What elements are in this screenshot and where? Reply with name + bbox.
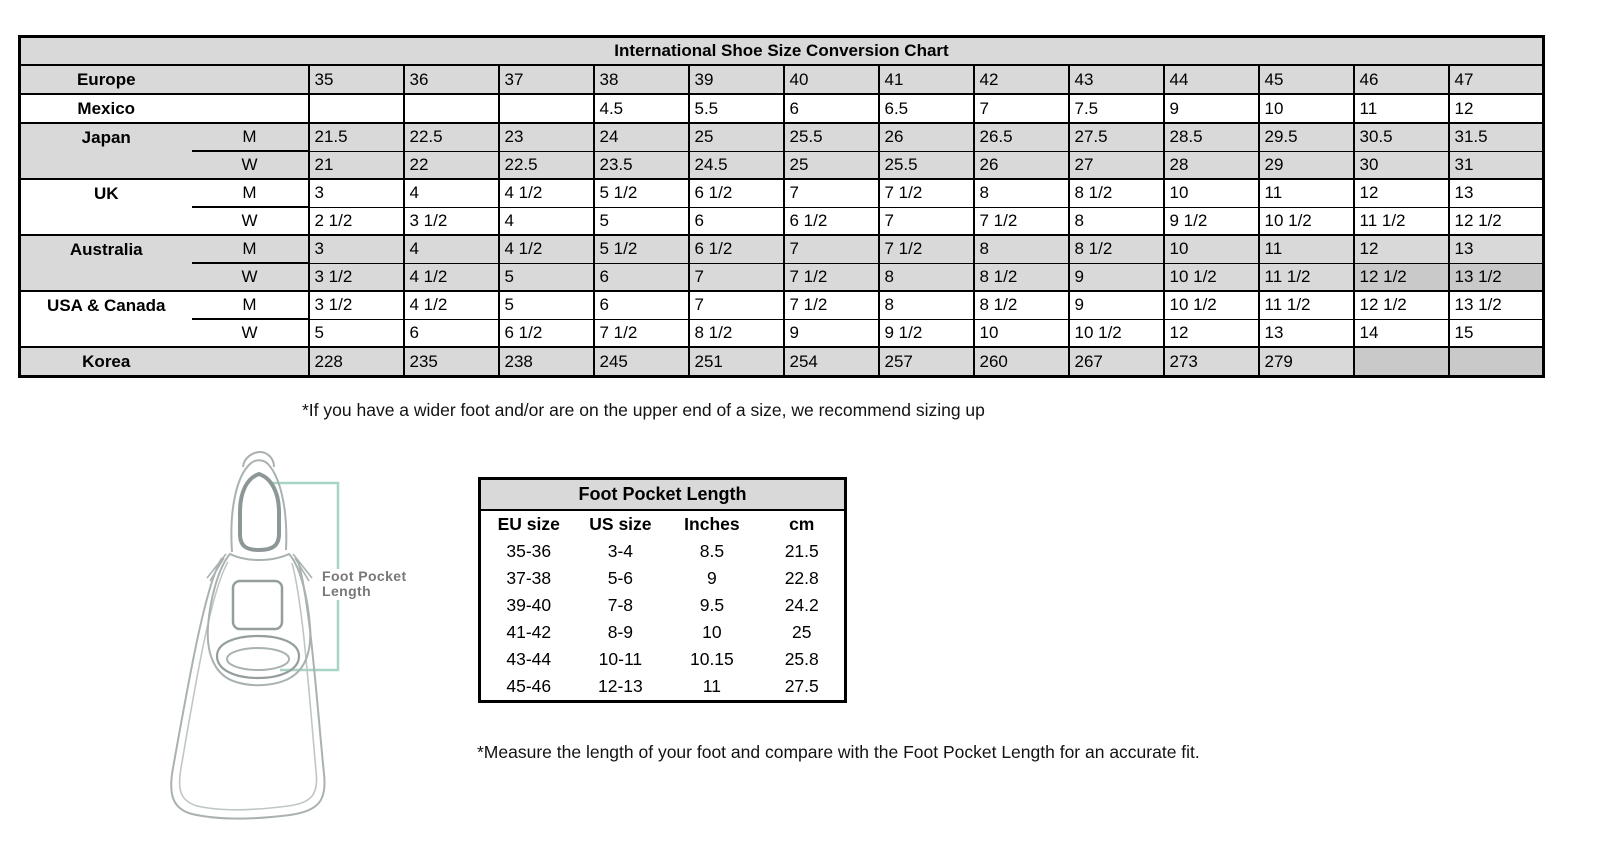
size-cell: 3 1/2 [404, 207, 499, 235]
gender-label: W [192, 263, 309, 291]
size-cell: 7 1/2 [594, 319, 689, 347]
size-cell: 11 [1259, 179, 1354, 207]
region-label: UK [20, 179, 192, 235]
size-cell: 8 1/2 [689, 319, 784, 347]
fpl-cell: 25 [792, 622, 812, 642]
size-cell: 8 [974, 179, 1069, 207]
fpl-row [480, 619, 846, 646]
size-cell: 4 1/2 [404, 263, 499, 291]
size-cell: 8 [879, 263, 974, 291]
size-cell: 10 [974, 319, 1069, 347]
size-cell: 4 1/2 [499, 235, 594, 263]
gender-label: M [192, 123, 309, 151]
gender-label: W [192, 151, 309, 179]
size-cell: 3 [309, 235, 404, 263]
size-row-australia-m [20, 235, 1544, 263]
size-row-usa-canada-m [20, 291, 1544, 319]
size-cell: 47 [1449, 65, 1544, 94]
size-cell: 43 [1069, 65, 1164, 94]
fpl-cell: 3-4 [607, 541, 634, 561]
gender-label [192, 65, 309, 94]
gender-label: M [192, 291, 309, 319]
size-cell: 12 1/2 [1449, 207, 1544, 235]
size-cell: 7 1/2 [974, 207, 1069, 235]
size-cell: 9 [1069, 263, 1164, 291]
fpl-row [480, 673, 846, 702]
size-cell: 6 [689, 207, 784, 235]
size-cell: 7 [784, 179, 879, 207]
size-cell: 260 [974, 347, 1069, 377]
fpl-cell: 11 [702, 676, 721, 696]
size-cell: 279 [1259, 347, 1354, 377]
size-cell: 46 [1354, 65, 1449, 94]
size-cell: 21.5 [309, 123, 404, 151]
size-cell: 4 1/2 [404, 291, 499, 319]
size-cell: 7 [784, 235, 879, 263]
size-cell: 267 [1069, 347, 1164, 377]
fin-diagram [160, 450, 410, 835]
size-cell: 11 1/2 [1259, 263, 1354, 291]
size-cell: 5 [499, 263, 594, 291]
size-cell: 29 [1259, 151, 1354, 179]
region-label: Europe [20, 65, 192, 94]
size-cell: 27.5 [1069, 123, 1164, 151]
size-cell: 7 [974, 94, 1069, 123]
instep-window [233, 581, 282, 629]
size-cell: 28.5 [1164, 123, 1259, 151]
fpl-cell: 35-36 [506, 541, 552, 561]
size-cell: 13 [1259, 319, 1354, 347]
size-cell: 12 1/2 [1354, 291, 1449, 319]
fpl-cell: 10 [702, 622, 722, 642]
fpl-header-cell: Inches [684, 514, 740, 534]
fpl-cell: 9 [707, 568, 717, 588]
fpl-cell: 27.5 [784, 676, 819, 696]
size-cell: 22.5 [499, 151, 594, 179]
size-cell: 26 [974, 151, 1069, 179]
size-cell: 24.5 [689, 151, 784, 179]
gender-label [192, 347, 309, 377]
size-cell: 10 1/2 [1164, 291, 1259, 319]
size-cell: 4 [404, 179, 499, 207]
size-cell: 9 1/2 [879, 319, 974, 347]
size-cell: 15 [1449, 319, 1544, 347]
size-row-japan-m [20, 123, 1544, 151]
fpl-cell: 43-44 [506, 649, 552, 669]
region-label: Japan [20, 123, 192, 179]
gender-label [192, 94, 309, 123]
size-cell: 7 1/2 [879, 179, 974, 207]
size-cell: 8 1/2 [974, 263, 1069, 291]
size-cell: 3 [309, 179, 404, 207]
size-row-europe [20, 65, 1544, 94]
size-cell: 41 [879, 65, 974, 94]
fpl-row [480, 592, 846, 619]
size-cell [404, 94, 499, 123]
size-cell [1354, 347, 1449, 377]
size-cell: 4 [404, 235, 499, 263]
size-cell: 9 [1069, 291, 1164, 319]
size-cell: 12 [1164, 319, 1259, 347]
size-cell: 25 [689, 123, 784, 151]
size-cell: 5 [594, 207, 689, 235]
size-cell: 13 [1449, 179, 1544, 207]
size-cell: 8 1/2 [1069, 179, 1164, 207]
shoe-size-conversion-table [18, 35, 1545, 378]
size-cell: 4.5 [594, 94, 689, 123]
size-cell: 26 [879, 123, 974, 151]
fpl-row [480, 565, 846, 592]
size-cell: 11 1/2 [1354, 207, 1449, 235]
fpl-table-title: Foot Pocket Length [480, 479, 846, 511]
size-cell: 8 1/2 [1069, 235, 1164, 263]
size-cell: 7 1/2 [784, 291, 879, 319]
fpl-header-cell: cm [789, 514, 815, 534]
size-cell: 13 1/2 [1449, 291, 1544, 319]
fpl-cell: 41-42 [506, 622, 552, 642]
size-cell: 251 [689, 347, 784, 377]
size-cell: 25 [784, 151, 879, 179]
size-cell: 8 [1069, 207, 1164, 235]
size-cell: 9 1/2 [1164, 207, 1259, 235]
size-cell: 37 [499, 65, 594, 94]
size-cell: 10 1/2 [1164, 263, 1259, 291]
size-cell: 13 1/2 [1449, 263, 1544, 291]
size-cell: 30.5 [1354, 123, 1449, 151]
size-cell: 8 [879, 291, 974, 319]
size-cell: 257 [879, 347, 974, 377]
size-cell: 5 1/2 [594, 179, 689, 207]
foot-pocket-length-table [478, 477, 847, 703]
size-cell: 10 [1164, 179, 1259, 207]
size-cell [1449, 347, 1544, 377]
fpl-cell: 5-6 [607, 568, 634, 588]
fpl-cell: 25.8 [784, 649, 819, 669]
gender-label: W [192, 319, 309, 347]
size-cell: 235 [404, 347, 499, 377]
size-cell: 5 1/2 [594, 235, 689, 263]
size-cell: 12 1/2 [1354, 263, 1449, 291]
size-cell: 7 1/2 [784, 263, 879, 291]
fpl-cell: 8-9 [607, 622, 634, 642]
gender-label: M [192, 179, 309, 207]
size-cell: 7 [879, 207, 974, 235]
size-cell: 25.5 [879, 151, 974, 179]
region-label: Korea [20, 347, 192, 377]
measure-note: *Measure the length of your foot and compare with the Foot Pocket Length for an accurate fit. [477, 742, 1200, 762]
size-cell: 9 [1164, 94, 1259, 123]
fpl-header-row [480, 510, 846, 538]
size-cell: 6 [594, 263, 689, 291]
foot-pocket-length-label [319, 569, 410, 600]
size-cell: 28 [1164, 151, 1259, 179]
size-cell: 22 [404, 151, 499, 179]
size-cell: 4 [499, 207, 594, 235]
size-cell: 9 [784, 319, 879, 347]
fpl-cell: 8.5 [699, 541, 725, 561]
size-cell: 228 [309, 347, 404, 377]
size-row-uk-m [20, 179, 1544, 207]
size-cell: 22.5 [404, 123, 499, 151]
region-label: USA & Canada [20, 291, 192, 347]
size-cell: 2 1/2 [309, 207, 404, 235]
fpl-row [480, 538, 846, 565]
heel-strap-opening [227, 648, 289, 670]
fpl-cell: 39-40 [506, 595, 552, 615]
size-row-korea [20, 347, 1544, 377]
fpl-header-cell: EU size [497, 514, 560, 534]
size-cell: 254 [784, 347, 879, 377]
size-cell: 23 [499, 123, 594, 151]
fpl-cell: 37-38 [506, 568, 552, 588]
size-cell: 23.5 [594, 151, 689, 179]
size-cell: 24 [594, 123, 689, 151]
fpl-cell: 45-46 [506, 676, 552, 696]
size-cell: 8 1/2 [974, 291, 1069, 319]
fpl-cell: 21.5 [784, 541, 819, 561]
size-cell: 29.5 [1259, 123, 1354, 151]
size-cell: 6 1/2 [689, 179, 784, 207]
fpl-title-row [480, 479, 846, 511]
size-cell: 4 1/2 [499, 179, 594, 207]
size-cell: 7 [689, 263, 784, 291]
size-cell: 25.5 [784, 123, 879, 151]
size-row-mexico [20, 94, 1544, 123]
size-cell: 8 [974, 235, 1069, 263]
size-cell: 3 1/2 [309, 291, 404, 319]
size-row-australia-w [20, 263, 1544, 291]
gender-label: W [192, 207, 309, 235]
size-cell: 273 [1164, 347, 1259, 377]
size-cell: 7.5 [1069, 94, 1164, 123]
fpl-cell: 10.15 [689, 649, 734, 669]
size-cell [309, 94, 404, 123]
size-cell: 39 [689, 65, 784, 94]
size-cell: 245 [594, 347, 689, 377]
size-cell: 38 [594, 65, 689, 94]
fpl-row [480, 646, 846, 673]
size-row-usa-canada-w [20, 319, 1544, 347]
fpl-cell: 9.5 [699, 595, 725, 615]
size-cell: 11 [1259, 235, 1354, 263]
size-cell: 40 [784, 65, 879, 94]
size-cell: 27 [1069, 151, 1164, 179]
size-cell: 36 [404, 65, 499, 94]
size-cell [499, 94, 594, 123]
size-cell: 31.5 [1449, 123, 1544, 151]
fpl-cell: 12-13 [598, 676, 643, 696]
region-label: Australia [20, 235, 192, 291]
fpl-header-cell: US size [589, 514, 652, 534]
size-cell: 6 [784, 94, 879, 123]
size-cell: 11 1/2 [1259, 291, 1354, 319]
size-cell: 30 [1354, 151, 1449, 179]
foot-pocket-length-label-line1: Foot Pocket [322, 568, 407, 584]
size-cell: 10 [1164, 235, 1259, 263]
size-cell: 12 [1449, 94, 1544, 123]
size-row-uk-w [20, 207, 1544, 235]
size-cell: 42 [974, 65, 1069, 94]
sizing-note: *If you have a wider foot and/or are on the upper end of a size, we recommend sizing up [302, 400, 985, 420]
size-chart-title-row [20, 37, 1544, 66]
size-cell: 6 1/2 [689, 235, 784, 263]
size-cell: 7 1/2 [879, 235, 974, 263]
fin-blade-inner-line [180, 562, 317, 810]
fpl-cell: 22.8 [784, 568, 819, 588]
fpl-cell: 10-11 [598, 649, 643, 669]
size-cell: 6.5 [879, 94, 974, 123]
size-cell: 13 [1449, 235, 1544, 263]
size-cell: 21 [309, 151, 404, 179]
size-row-japan-w [20, 151, 1544, 179]
size-cell: 6 1/2 [499, 319, 594, 347]
size-cell: 12 [1354, 235, 1449, 263]
gender-label: M [192, 235, 309, 263]
size-cell: 35 [309, 65, 404, 94]
heel-strap-outer [217, 636, 299, 678]
size-cell: 5 [499, 291, 594, 319]
size-cell: 238 [499, 347, 594, 377]
size-cell: 11 [1354, 94, 1449, 123]
size-chart-title: International Shoe Size Conversion Chart [20, 37, 1544, 66]
size-cell: 5.5 [689, 94, 784, 123]
size-cell: 7 [689, 291, 784, 319]
size-cell: 45 [1259, 65, 1354, 94]
size-cell: 5 [309, 319, 404, 347]
size-cell: 3 1/2 [309, 263, 404, 291]
size-cell: 6 1/2 [784, 207, 879, 235]
size-cell: 10 [1259, 94, 1354, 123]
size-cell: 10 1/2 [1259, 207, 1354, 235]
fpl-cell: 7-8 [607, 595, 634, 615]
fpl-cell: 24.2 [784, 595, 819, 615]
size-cell: 6 [404, 319, 499, 347]
size-cell: 44 [1164, 65, 1259, 94]
foot-pocket-opening [240, 474, 279, 550]
size-cell: 31 [1449, 151, 1544, 179]
size-cell: 6 [594, 291, 689, 319]
region-label: Mexico [20, 94, 192, 123]
size-cell: 14 [1354, 319, 1449, 347]
size-cell: 10 1/2 [1069, 319, 1164, 347]
size-cell: 26.5 [974, 123, 1069, 151]
size-cell: 12 [1354, 179, 1449, 207]
foot-pocket-length-label-line2: Length [322, 583, 372, 599]
